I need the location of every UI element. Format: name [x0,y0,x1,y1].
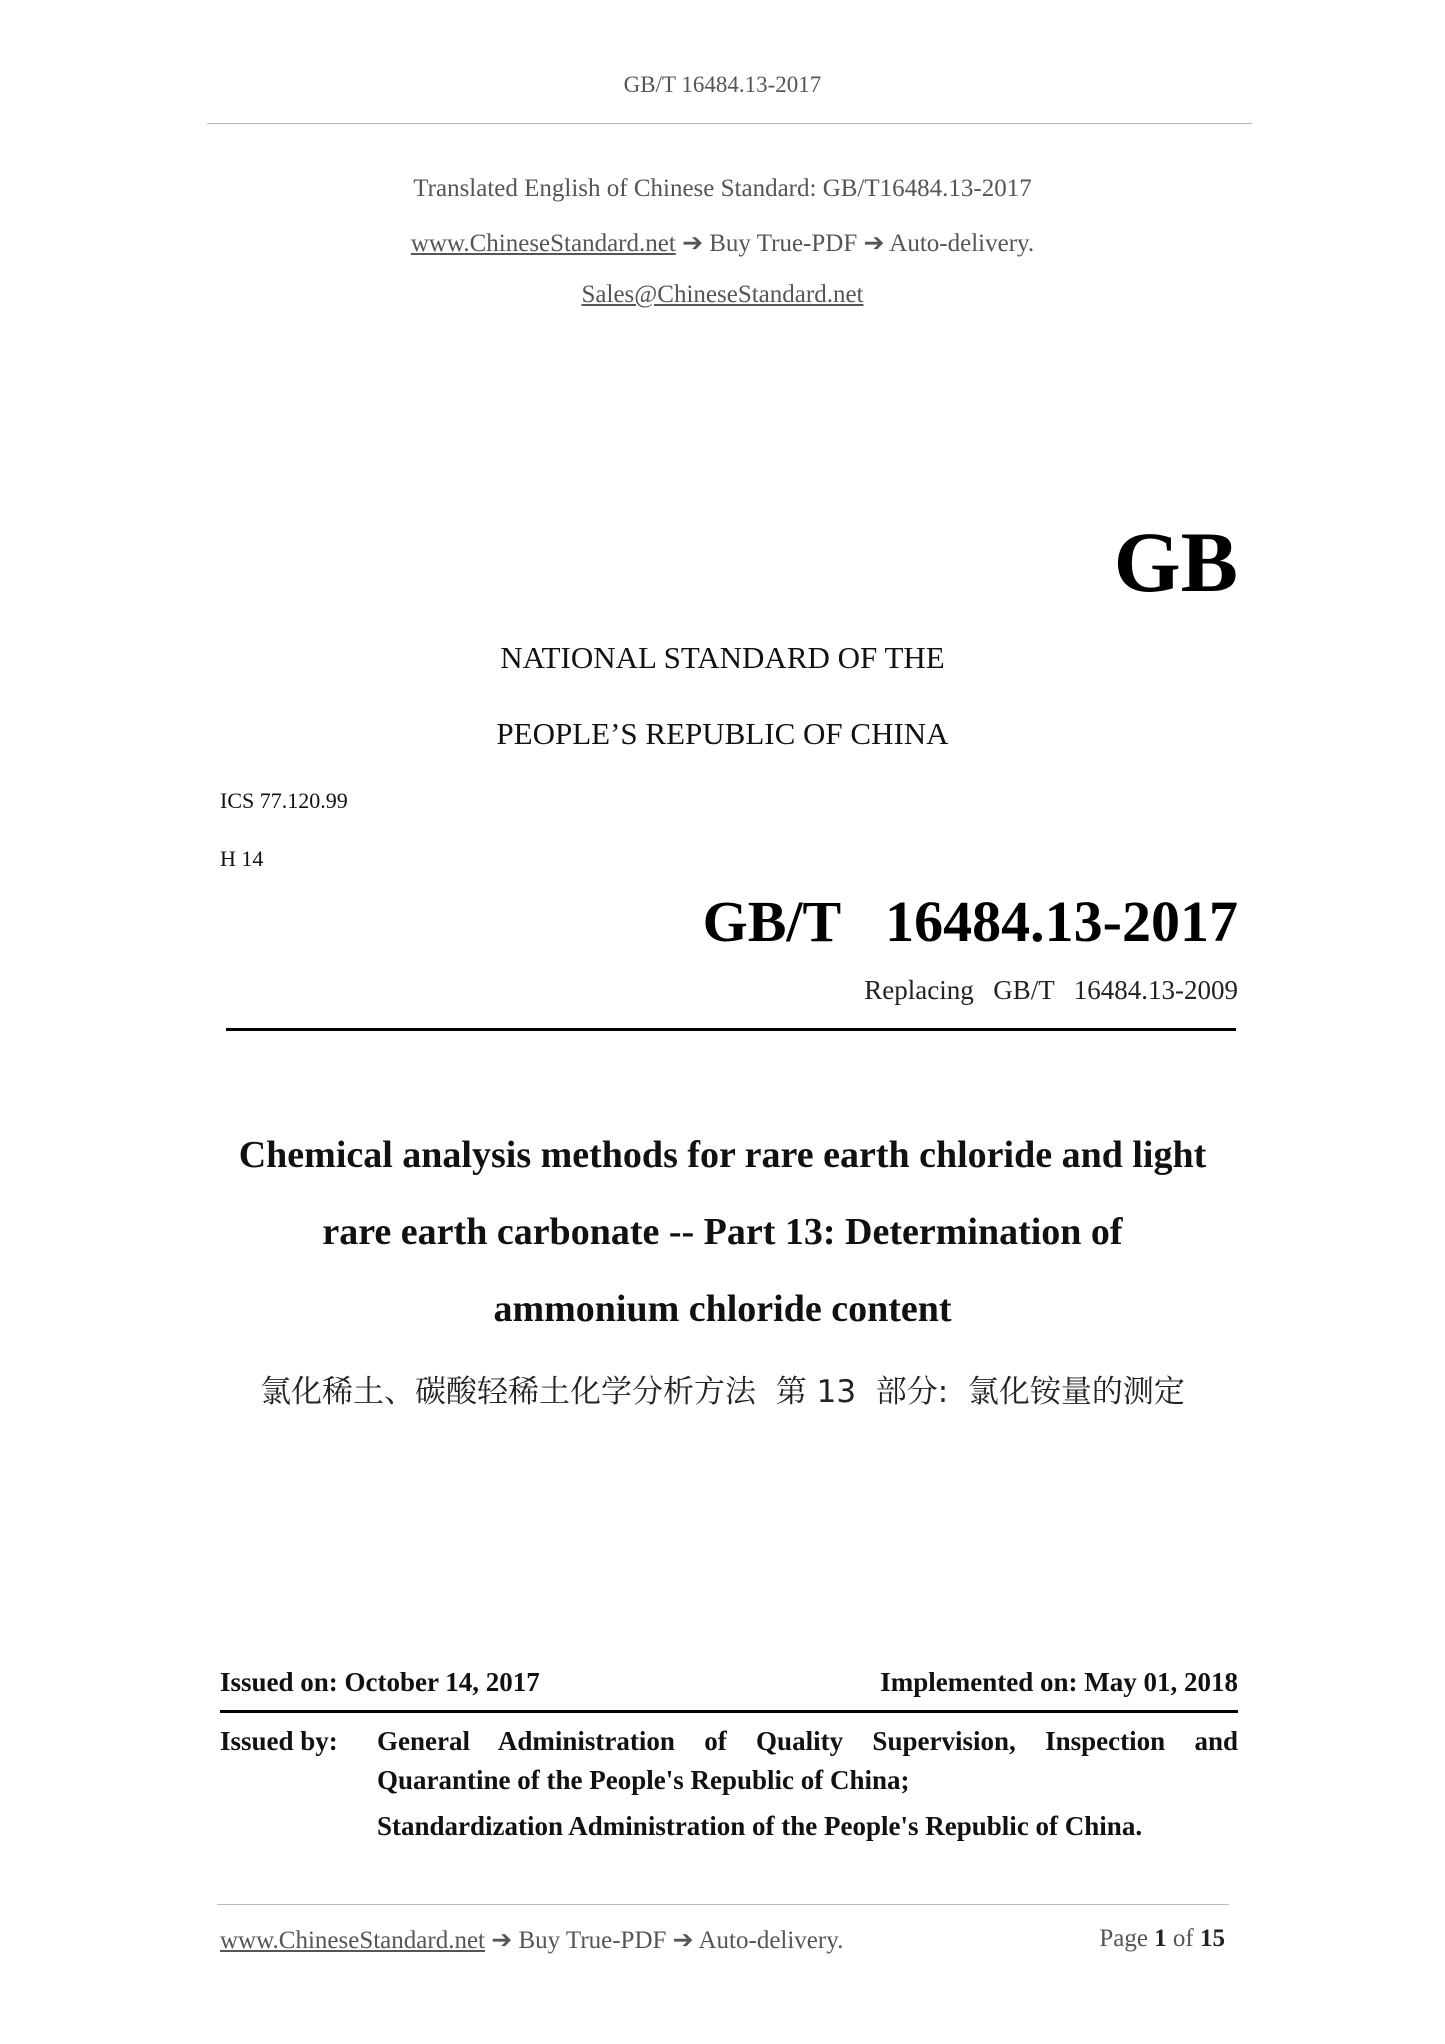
replacing-note: Replacing GB/T 16484.13-2009 [864,975,1238,1005]
implemented-on-date: Implemented on: May 01, 2018 [880,1667,1238,1697]
ics-code: ICS 77.120.99 [220,788,348,813]
issue-divider [220,1710,1238,1713]
footer-buy-text: ➔ Buy True-PDF ➔ Auto-delivery. [491,1927,844,1954]
footer-divider [217,1904,1229,1905]
sales-line [0,281,1445,309]
title-line-3: ammonium chloride content [493,1288,952,1330]
title-divider [226,1028,1236,1031]
chinese-title: 氯化稀土、碳酸轻稀土化学分析方法 第 13 部分: 氯化铵量的测定 [260,1374,1185,1410]
national-standard-line-1: NATIONAL STANDARD OF THE [500,640,945,675]
sales-email-link[interactable]: Sales@ChineseStandard.net [581,281,864,308]
standard-number: GB/T 16484.13-2017 [702,889,1238,954]
issuer-line-2: Quarantine of the People's Republic of China; [377,1765,910,1795]
page-indicator [1099,1925,1225,1953]
footer-site-link[interactable]: www.ChineseStandard.net [220,1927,485,1954]
title-line-1: Chemical analysis methods for rare earth chloride and light [238,1134,1207,1176]
footer-buy-line [220,1925,843,1955]
issuer-line-3: Standardization Administration of the People's Republic of China. [377,1811,1143,1841]
header-standard-code: GB/T 16484.13-2017 [623,72,822,97]
national-standard-line-2: PEOPLE’S REPUBLIC OF CHINA [496,716,949,751]
gb-logo: GB [1113,514,1238,610]
h-code: H 14 [220,846,264,871]
site-link[interactable]: www.ChineseStandard.net [410,230,676,257]
page-total: 15 [1200,1925,1225,1952]
buy-line [0,228,1445,258]
buy-text: ➔ Buy True-PDF ➔ Auto-delivery. [682,230,1035,257]
title-line-2: rare earth carbonate -- Part 13: Determination of [322,1211,1123,1253]
of-label: of [1172,1925,1194,1952]
header-divider [207,123,1252,124]
issued-by-label: Issued by: [220,1726,338,1756]
page-number: 1 [1154,1925,1167,1952]
issued-on-date: Issued on: October 14, 2017 [220,1667,540,1697]
issuer-line-1: General Administration of Quality Supervision, Inspection and [377,1726,1238,1756]
translated-notice: Translated English of Chinese Standard: GB/T16484.13-2017 [413,175,1032,202]
page-label: Page [1099,1925,1148,1952]
